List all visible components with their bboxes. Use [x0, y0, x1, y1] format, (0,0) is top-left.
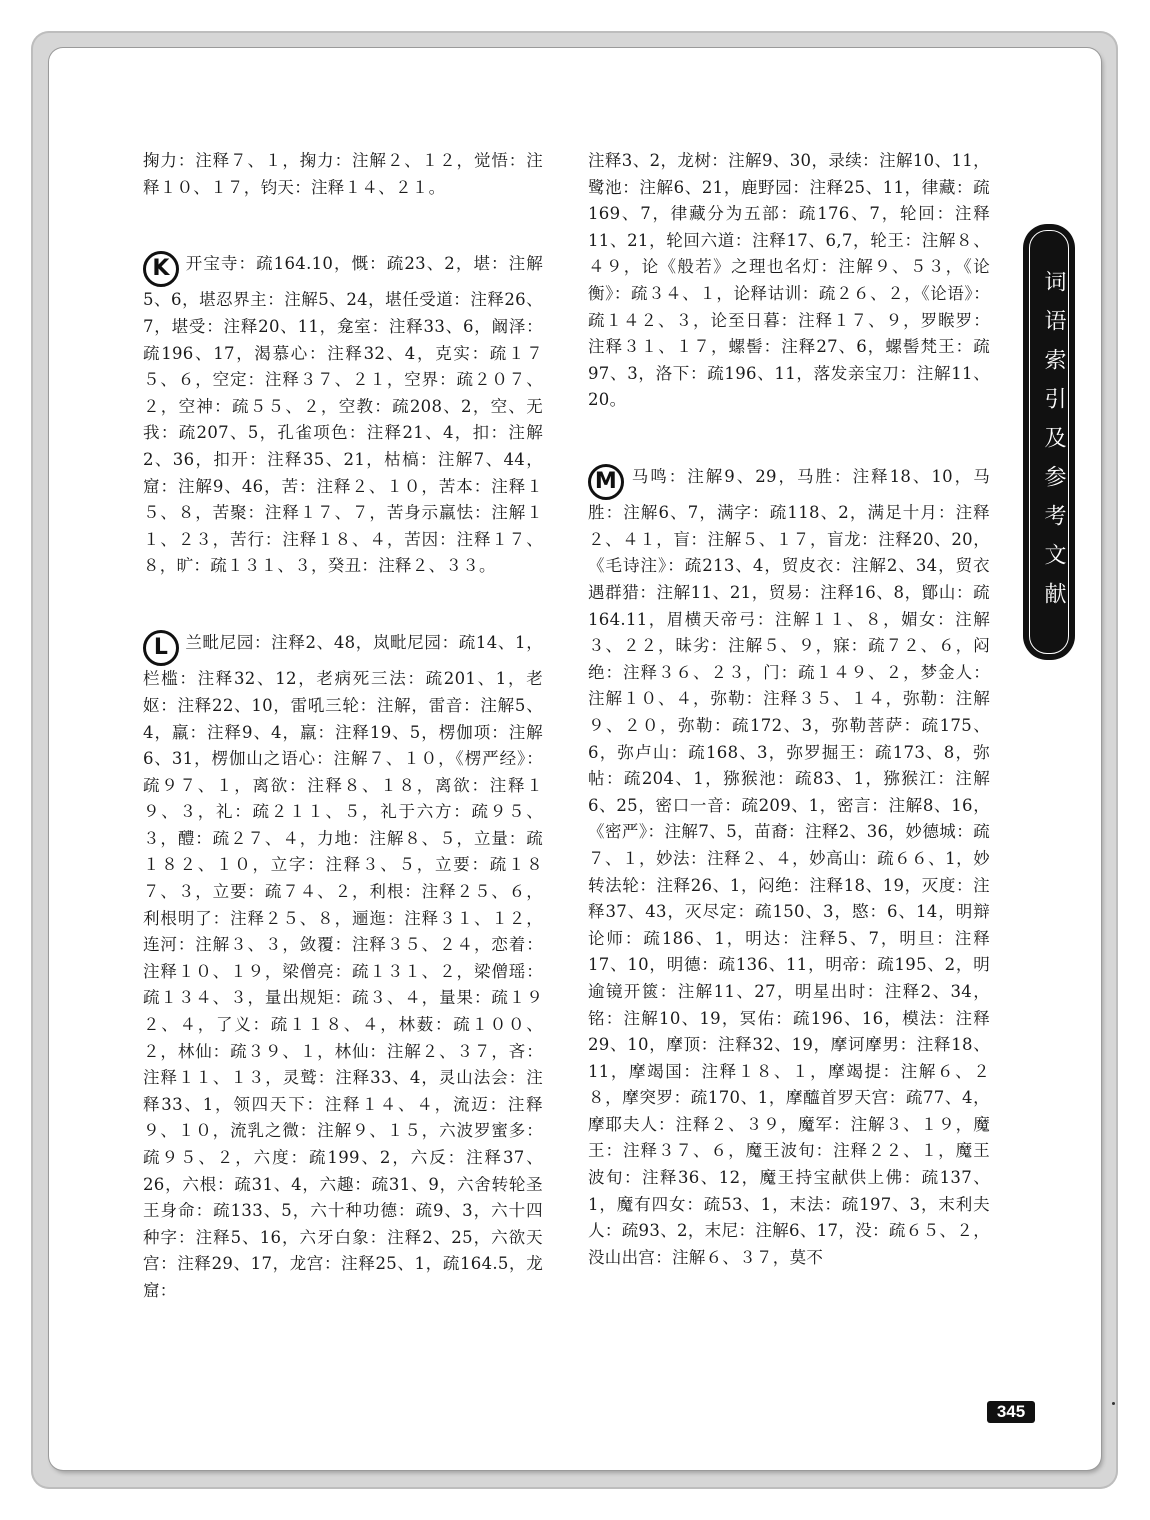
right-column	[588, 148, 990, 1271]
page-number: 345	[987, 1401, 1035, 1423]
section-k-letter-icon: K	[143, 251, 179, 287]
right-intro-paragraph: 注释3、2，龙树：注解9、30，录续：注解10、11，鹭池：注解6、21，鹿野园：注释25、11，律藏：疏169、7，律藏分为五部：疏176、7，轮回：注释11、21，轮回六道：注释17、6,7，轮王：注解８、４９，论《般若》之理也名灯：注解９、５３，《论衡》：疏３４、１，论释诂训：疏２６、２，《论语》：疏１４２、３，论至日暮：注释１７、９，罗睺罗：注释３１、１７，螺髻：注释27、6，螺髻梵王：疏97、3，洛下：疏196、11，落发亲宝刀：注解11、20。	[588, 151, 990, 410]
section-m-text: 马鸣：注解9、29，马胜：注释18、10，马胜：注解6、7，满字：疏118、2，满足十月：注释２、４１，盲：注解５、１７，盲龙：注释20、20，《毛诗注》：疏213、4，贸皮衣：注解2、34，贸衣遇群猎：注解11、21，贸易：注释16、8，鄮山：疏164.11，眉横天帝弓：注解１１、８，媚女：注解３、２２，昧劣：注解５、９，寐：疏７２、６，闷绝：注释３６、２３，门：疏１４９、２，梦金人：注解１０、４，弥勒：注释３５、１４，弥勒：注解９、２０，弥勒：疏172、3，弥勒菩萨：疏175、6，弥卢山：疏168、3，弥罗掘王：疏173、8，弥帖：疏204、1，猕猴池：疏83、1，猕猴江：注解6、25，密口一音：疏209、1，密言：注解8、16，《密严》：注解7、5，苗裔：注释2、36，妙德城：疏７、１，妙法：注释２、４，妙高山：疏６６、1，妙转法轮：注释26、1，闷绝：注释18、19，灭度：注释37、43，灭尽定：疏150、3，愍：6、14，明辩论师：疏186、1，明达：注释5、7，明旦：注释17、10，明德：疏136、11，明帝：疏195、2，明逾镜开篋：注解11、27，明星出时：注释2、34，铭：注解10、19，冥佑：疏196、16，模法：注释29、10，摩顶：注释32、19，摩诃摩男：注释18、11，摩竭国：注释１８、１，摩竭提：注解６、２８，摩突罗：疏170、1，摩醯首罗天宫：疏77、4，摩耶夫人：注释２、３９，魔军：注解３、１９，魔王：注释３７、６，魔王波旬：注释２２、１，魔王波旬：注释36、12，魔王持宝献供上佛：疏137、1，魔有四女：疏53、1，末法：疏197、3，末利夫人：疏93、2，末尼：注解6、17，没：疏６５、２，没山出宫：注解６、３７，莫不	[588, 466, 990, 1267]
section-k-paragraph	[143, 251, 543, 580]
section-l-text: 兰毗尼园：注释2、48，岚毗尼园：疏14、1，栏槛：注释32、12，老病死三法：疏201、1，老妪：注释22、10，雷吼三轮：注解，雷音：注解5、4，羸：注释9、4，羸：注释19、5，楞伽项：注解6、31，楞伽山之语心：注解７、１０，《楞严经》：疏９７、１，离欲：注释８、１８，离欲：注释１９、３，礼：疏２１１、５，礼于六方：疏９５、３，醴：疏２７、４，力地：注解８、５，立量：疏１８２、１０，立字：注释３、５，立要：疏１８７、３，立要：疏７４、２，利根：注释２５、６，利根明了：注释２５、８，逦迤：注释３１、１２，连河：注解３、３，敛覆：注释３５、２４，恋着：注释１０、１９，梁僧亮：疏１３１、２，梁僧瑶：疏１３４、３，量出规矩：疏３、４，量果：疏１９２、４，了义：疏１１８、４，林薮：疏１００、２，林仙：疏３９、１，林仙：注解２、３７，吝：注释１１、１３，灵鹫：注释33、4，灵山法会：注释33、1，领四天下：注释１４、４，流迈：注释９、１０，流乳之微：注解９、１５，六波罗蜜多：疏９５、２，六度：疏199、2，六反：注释37、26，六根：疏31、4，六趣：疏31、9，六舍转轮圣王身命：疏133、5，六十种功德：疏9、3，六十四种字：注释5、16，六牙白象：注释2、25，六欲天宫：注释29、17，龙宫：注释25、1，疏164.5，龙窟：	[143, 633, 543, 1300]
section-l-letter-icon: L	[143, 630, 179, 666]
section-m-letter-icon: M	[588, 464, 624, 500]
left-intro-paragraph: 掬力：注释７、１，掬力：注解２、１２，觉悟：注释１０、１７，钧天：注释１４、２１。	[143, 151, 543, 197]
section-k-text: 开宝寺：疏164.10，慨：疏23、2，堪：注解5、6，堪忍界主：注解5、24，堪任受道：注释26、7，堪受：注释20、11，龛室：注释33、6，阚泽：疏196、17，渴慕心：注释32、4，克实：疏１７５、６，空定：注释３７、２１，空界：疏２０７、２，空神：疏５５、２，空教：疏208、2，空、无我：疏207、5，孔雀项色：注释21、4，扣：注解2、36，扣开：注释35、21，枯槁：注解7、44，窟：注解9、46，苦：注释２、１０，苦本：注释１５、８，苦聚：注释１７、７，苦身示羸怯：注解１１、２３，苦行：注释１８、４，苦因：注释１７、８，旷：疏１３１、３，癸丑：注释２、３３。	[143, 254, 543, 576]
side-tab	[1023, 224, 1075, 660]
left-column	[143, 148, 543, 1305]
section-l-paragraph	[143, 630, 543, 1305]
side-tab-label: 词语索引及参考文献	[1041, 270, 1066, 621]
section-m-paragraph	[588, 464, 990, 1272]
margin-dot	[1112, 1402, 1115, 1405]
